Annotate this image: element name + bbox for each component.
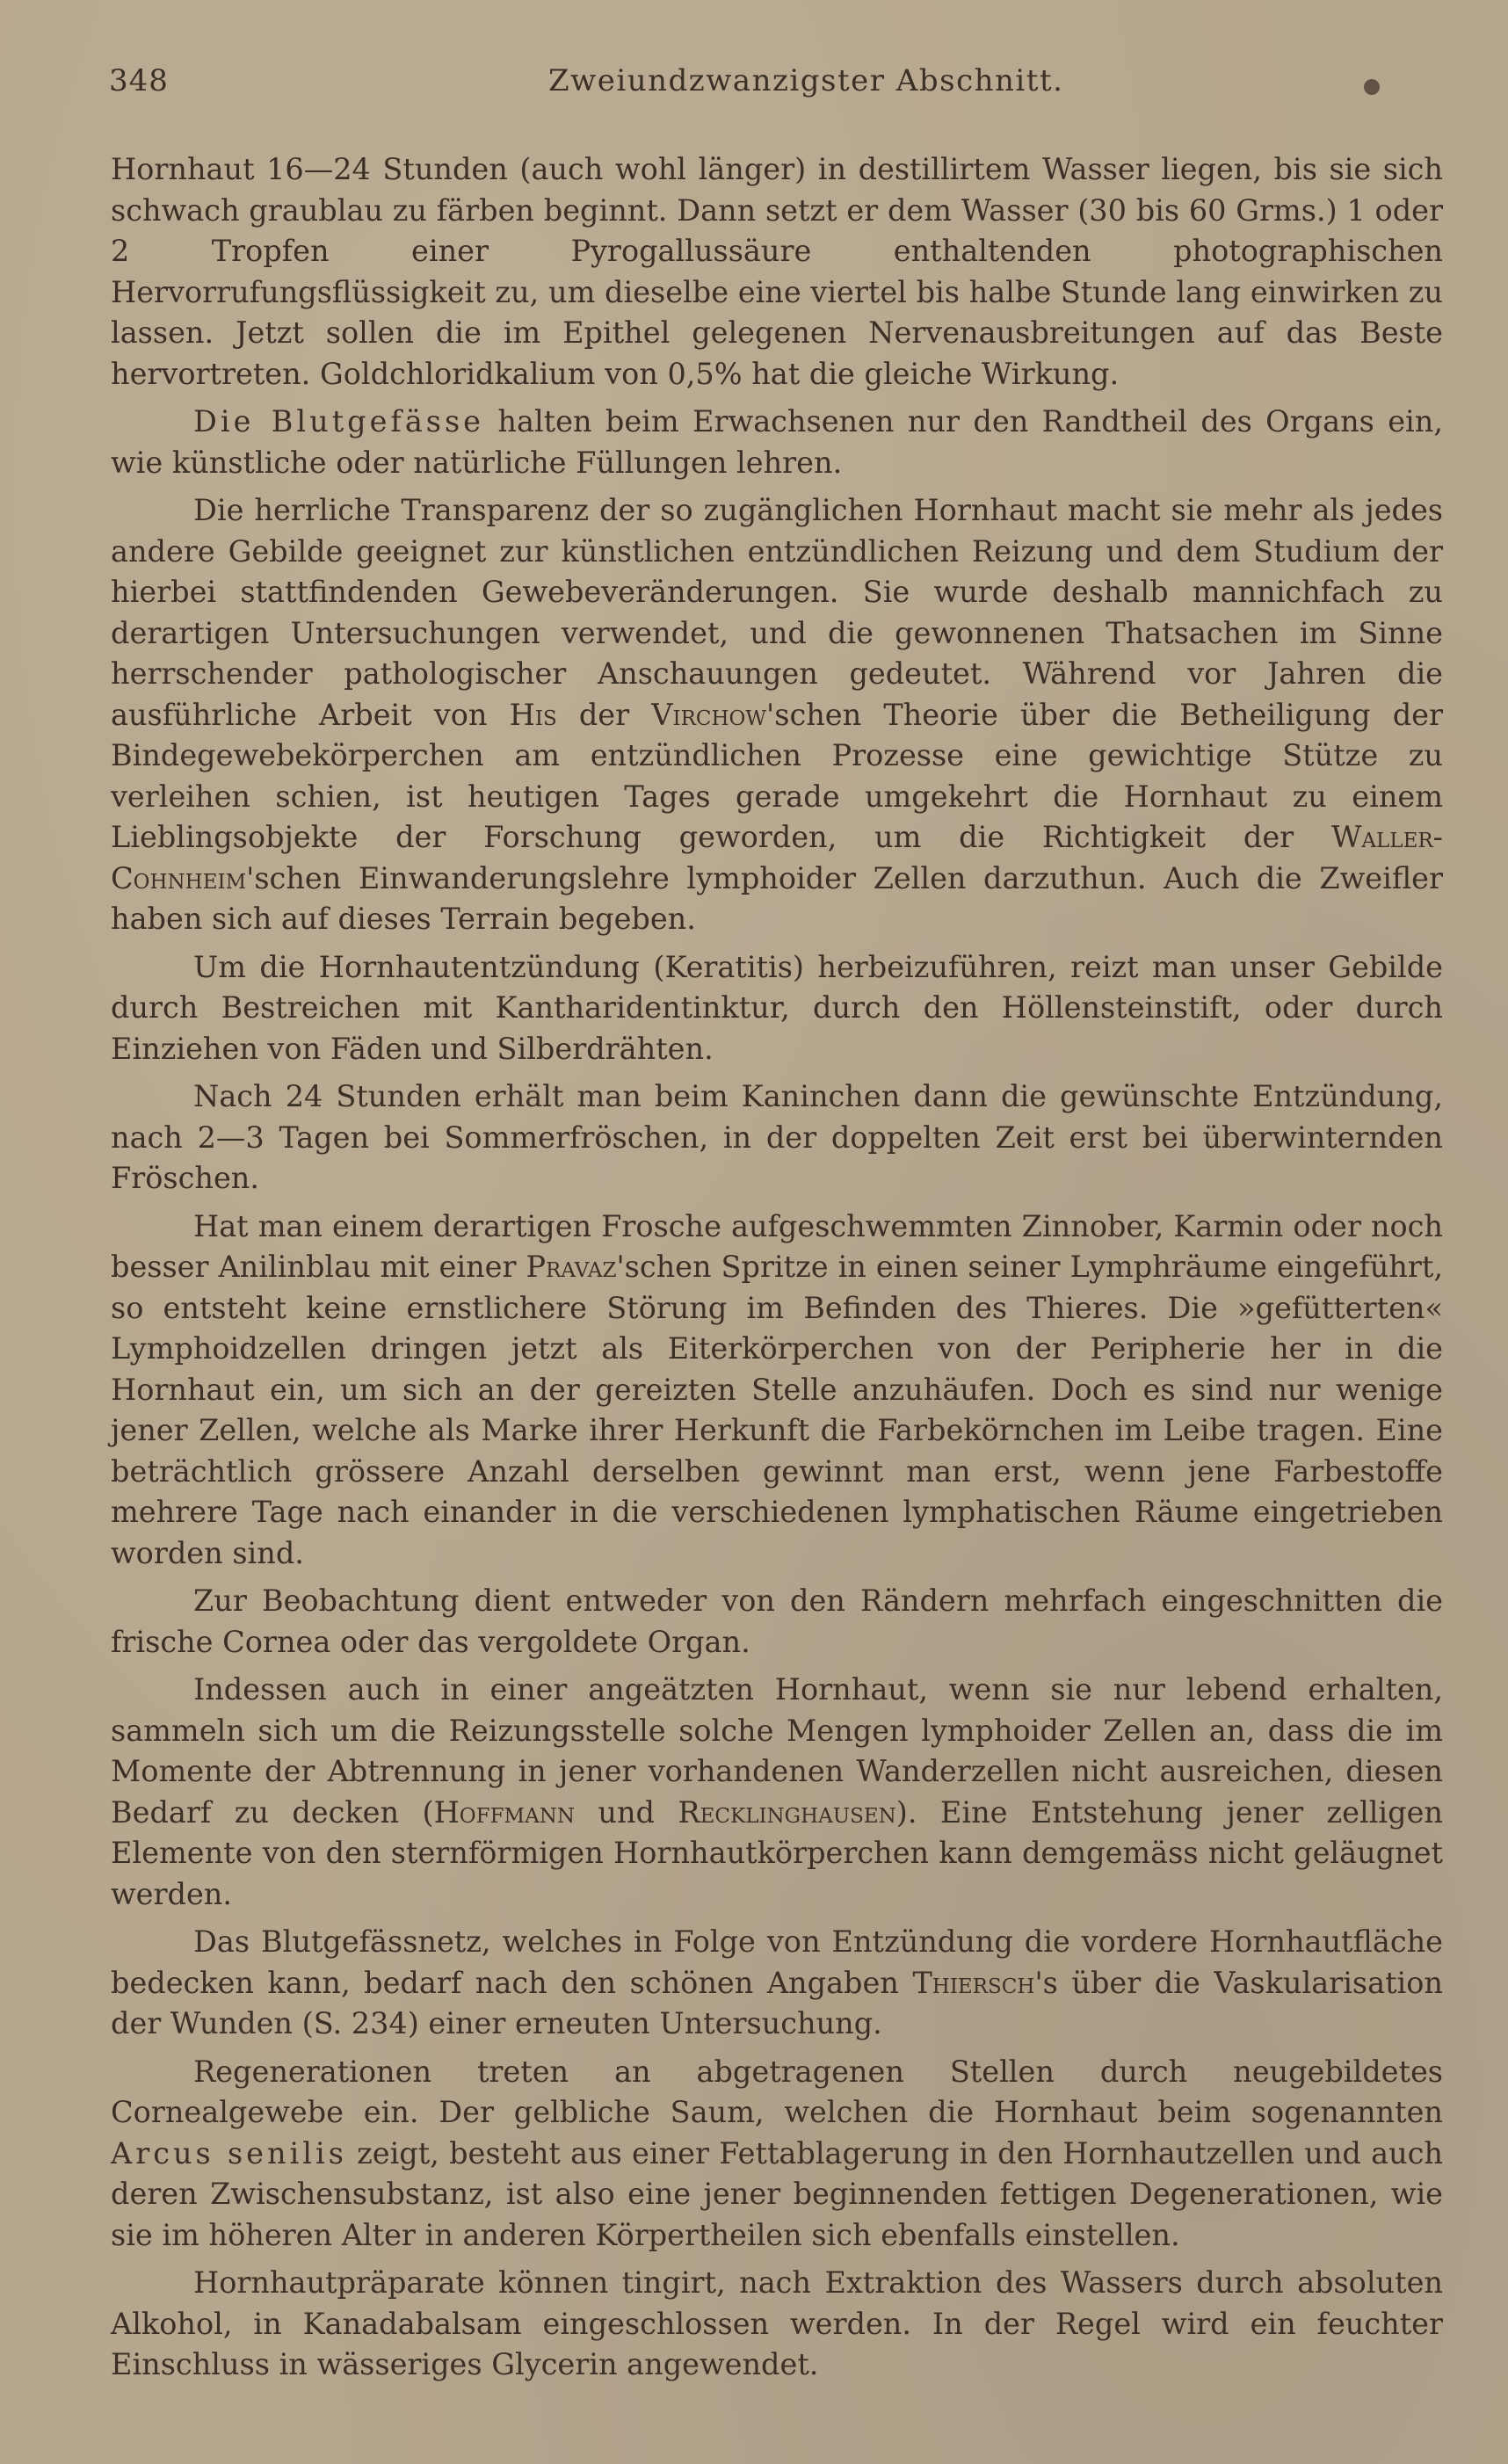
paragraph-text: Die herrliche Transparenz der so zugänglichen Hornhaut macht sie mehr als jedes andere Gebilde geeignet zur künstlichen entzündlichen Reizung und dem Studium der hierbei stattfindenden Gewebeveränderungen. Sie wurde deshalb mannichfach zu derartigen Untersuchungen verwendet, und die gewonnenen Thatsachen im Sinne herrschender pathologischer Anschauungen gedeutet. Während vor Jahren die ausführliche Arbeit von xyxy=(111,493,1443,732)
body-text xyxy=(111,149,1443,2393)
paragraph-text: zeigt, besteht aus einer Fettablagerung in den Hornhautzellen und auch deren Zwischensubstanz, ist also eine jener beginnenden fettigen Degenerationen, wie sie im höheren Alter in anderen Körpertheilen sich ebenfalls einstellen. xyxy=(111,2135,1443,2252)
paragraph-text: Das Blutgefässnetz, welches in Folge von Entzündung die vordere Hornhautfläche bedecken kann, bedarf nach den schönen Angaben xyxy=(111,1924,1443,2000)
page-number: 348 xyxy=(109,63,169,98)
paragraph-text: Hat man einem derartigen Frosche aufgeschwemmten Zinnober, Karmin oder noch besser Anilinblau mit einer xyxy=(111,1208,1443,1284)
paragraph-text: ). Eine Entstehung jener zelligen Elemente von den sternförmigen Hornhautkörperchen kann demgemäss nicht geläugnet werden. xyxy=(111,1794,1443,1911)
paragraph-text: Nach 24 Stunden erhält man beim Kaninchen dann die gewünschte Entzündung, nach 2—3 Tagen bei Sommerfröschen, in der doppelten Zeit erst bei überwinternden Fröschen. xyxy=(111,1079,1443,1195)
paragraph-blood-vessels xyxy=(111,402,1443,483)
paragraph-text: halten beim Erwachsenen nur den Randtheil des Organs ein, wie künstliche oder natürliche Füllungen lehren. xyxy=(111,404,1443,480)
author-name: Virchow xyxy=(651,697,767,732)
paragraph-vascular-network xyxy=(111,1922,1443,2045)
paragraph-frog-experiment xyxy=(111,1207,1443,1575)
paragraph-lymphoid-cells xyxy=(111,1670,1443,1915)
author-name: His xyxy=(509,697,557,732)
paragraph-regeneration xyxy=(111,2052,1443,2257)
paragraph-text: und xyxy=(574,1794,678,1830)
paragraph-cornea-staining xyxy=(111,149,1443,395)
paragraph-observation xyxy=(111,1581,1443,1663)
author-name: Thiersch xyxy=(912,1965,1035,2000)
paragraph-text: 'schen Spritze in einen seiner Lymphräume eingeführt, so entsteht keine ernstlichere Störung im Befinden des Thieres. Die »gefütterten« Lymphoidzellen dringen jetzt als Eiterkörperchen von der Peripherie her in die Hornhaut ein, um sich an der gereizten Stelle anzuhäufen. Doch es sind nur wenige jener Zellen, welche als Marke ihrer Herkunft die Farbekörnchen im Leibe tragen. Eine beträchtlich grössere Anzahl derselben gewinnt man erst, wenn jene Farbestoffe mehrere Tage nach einander in die verschiedenen lymphatischen Räume eingetrieben worden sind. xyxy=(111,1250,1443,1570)
paragraph-text: Um die Hornhautentzündung (Keratitis) herbeizuführen, reizt man unser Gebilde durch Bestreichen mit Kantharidentinktur, durch den Höllensteinstift, oder durch Einziehen von Fäden und Silberdrähten. xyxy=(111,949,1443,1066)
author-name: Waller-Cohnheim xyxy=(111,820,1443,895)
paragraph-text: Indessen auch in einer angeätzten Hornhaut, wenn sie nur lebend erhalten, sammeln sich um die Reizungsstelle solche Mengen lymphoider Zellen an, dass die im Momente der Abtrennung in jener vorhandenen Wanderzellen nicht ausreichen, diesen Bedarf zu decken ( xyxy=(111,1672,1443,1830)
paragraph-preparations xyxy=(111,2263,1443,2386)
paragraph-text: Zur Beobachtung dient entweder von den Rändern mehrfach eingeschnitten die frische Cornea oder das vergoldete Organ. xyxy=(111,1583,1443,1659)
paragraph-text: Hornhautpräparate können tingirt, nach Extraktion des Wassers durch absoluten Alkohol, in Kanadabalsam eingeschlossen werden. In der Regel wird ein feuchter Einschluss in wässeriges Glycerin angewendet. xyxy=(111,2265,1443,2381)
paragraph-keratitis xyxy=(111,947,1443,1070)
paragraph-text: 'schen Theorie über die Betheiligung der Bindegewebekörperchen am entzündlichen Prozesse eine gewichtige Stütze zu verleihen schien, ist heutigen Tages gerade umgekehrt die Hornhaut zu einem Lieblingsobjekte der Forschung geworden, um die Richtigkeit der xyxy=(111,697,1443,854)
spaced-term: Die Blutgefässe xyxy=(193,404,485,438)
spaced-term: Arcus senilis xyxy=(111,2135,347,2170)
paragraph-text: Hornhaut 16—24 Stunden (auch wohl länger) in destillirtem Wasser liegen, bis sie sich schwach graublau zu färben beginnt. Dann setzt er dem Wasser (30 bis 60 Grms.) 1 oder 2 Tropfen einer Pyrogallussäure enthaltenden photographischen Hervorrufungsflüssigkeit zu, um dieselbe eine viertel bis halbe Stunde lang einwirken zu lassen. Jetzt sollen die im Epithel gelegenen Nervenausbreitungen auf das Beste hervortreten. Goldchloridkalium von 0,5% hat die gleiche Wirkung. xyxy=(111,152,1443,391)
author-name: Pravaz xyxy=(526,1250,617,1284)
ink-spot-icon xyxy=(1364,79,1380,95)
running-title: Zweiundzwanzigster Abschnitt. xyxy=(548,63,1064,98)
paragraph-text: der xyxy=(556,697,652,732)
author-name: Hoffmann xyxy=(433,1794,575,1830)
page-header xyxy=(109,63,1445,116)
paragraph-text: Regenerationen treten an abgetragenen Stellen durch neugebildetes Cornealgewebe ein. Der gelbliche Saum, welchen die Hornhaut beim sogenannten xyxy=(111,2054,1443,2129)
paragraph-text: 'schen Einwanderungslehre lymphoider Zellen darzuthun. Auch die Zweifler haben sich auf dieses Terrain begeben. xyxy=(111,860,1443,936)
paragraph-timing xyxy=(111,1076,1443,1199)
author-name: Recklinghausen xyxy=(678,1794,896,1830)
paragraph-text: 's über die Vaskularisation der Wunden (S. 234) einer erneuten Untersuchung. xyxy=(111,1965,1443,2040)
paragraph-transparency xyxy=(111,490,1443,940)
